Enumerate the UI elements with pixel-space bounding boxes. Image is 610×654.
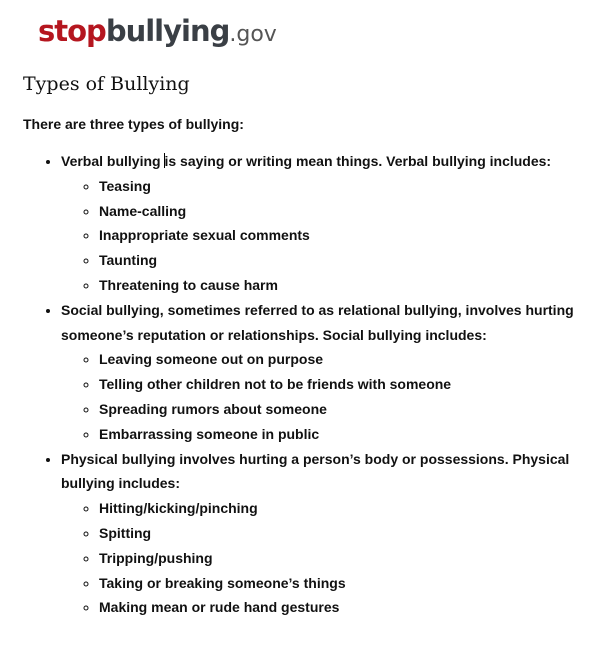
logo-gov: .gov [229,22,277,47]
logo-bullying: bullying [105,14,230,48]
item-text: Physical bullying involves hurting a person’s body or possessions. Physical bullying includes: [61,450,570,492]
stopbullying-logo[interactable] [38,14,277,48]
list-item: ◦ Spitting [99,521,610,546]
list-item: ◦ Teasing [99,174,610,199]
list-item: ◦ Taking or breaking someone’s things [99,571,610,596]
list-item: ◦ Taunting [99,248,610,273]
logo-stop: stop [38,14,106,48]
list-item: ◦ Spreading rumors about someone [99,397,610,422]
list-item: ◦ Threatening to cause harm [99,273,610,298]
list-item: ◦ Tripping/pushing [99,546,610,571]
social-sublist [61,347,610,446]
intro-text: There are three types of bullying: [23,116,244,132]
bullying-types-list [23,149,610,620]
page-title: Types of Bullying [23,73,190,95]
physical-sublist [61,496,610,620]
list-item: ◦ Hitting/kicking/pinching [99,496,610,521]
item-text: Verbal bullying [61,153,165,169]
list-item: ◦ Name-calling [99,199,610,224]
list-item: ◦ Inappropriate sexual comments [99,223,610,248]
list-item-verbal [61,149,610,298]
item-text: is saying or writing mean things. Verbal bullying includes: [164,153,552,169]
list-item: ◦ Embarrassing someone in public [99,422,610,447]
list-item-social [61,298,610,447]
list-item-physical [61,447,610,621]
list-item: ◦ Making mean or rude hand gestures [99,595,610,620]
list-item: ◦ Leaving someone out on purpose [99,347,610,372]
verbal-sublist [61,174,610,298]
item-text: Social bullying, sometimes referred to as relational bullying, involves hurting someone’s reputation or relationships. Social bullying includes: [61,301,574,343]
list-item: ◦ Telling other children not to be friends with someone [99,372,610,397]
